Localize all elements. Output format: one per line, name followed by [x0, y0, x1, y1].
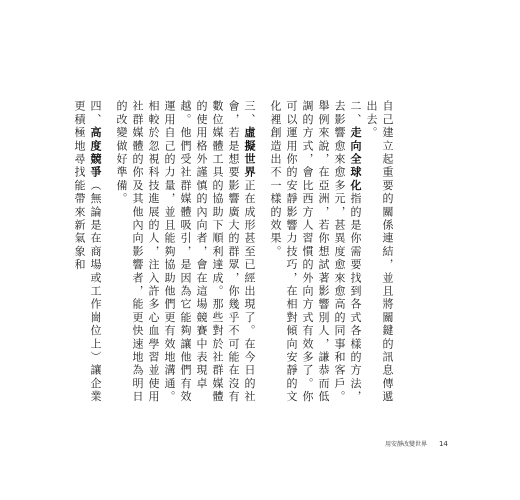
section-four-marker: 四、 [89, 100, 102, 127]
section-two-body: 指的是你需要找到各式各樣的方法，去影響愈來愈多元，甚異度愈來愈高的同事和客戶。舉例來說，在亞洲，若你想試著影響別人，謙恭而低調的方式，會比西方人習慣的外向方式有效多了。你可以運用你的安靜影響力技巧，在相對傾向安靜的文化裡創造出不一樣的效果。 [269, 100, 362, 404]
section-four-heading: 高度競爭 [89, 126, 102, 180]
continuation-text: 自己建立起重要的關係連結，並且將關鍵的訊息傳遞出去。 [365, 100, 394, 404]
page-number: 14 [438, 440, 448, 448]
section-two-heading: 走向全球化 [349, 126, 362, 193]
section-three-marker: 三、 [243, 100, 256, 127]
page-footer [385, 438, 448, 450]
section-four-body: （無論是在商場或工作崗位上）讓企業更積極地尋找能帶來新氣象和 [73, 100, 102, 404]
section-four [71, 100, 103, 410]
section-three-body: 正在成形甚至已經出現了。在今日的社會，若是想要影響廣大的群眾，你幾乎不可能在沒有數位媒體工具的協助下順利達成。那些對於社群媒體的使用格外謹慎的內向者，會在這場競賽中表現卓越。他們受社群媒體吸引，是因為它能夠讓他們有效運用自己的力量，並且能夠協助他們更有效地溝通。相較於忽視科技進展的人，注入許多心血學習並使用社群媒體的你及其他內向影響者，能更快速地為明日的改變做好準備。 [115, 100, 256, 404]
section-three [113, 100, 257, 410]
section-three-heading: 虛擬世界 [243, 126, 256, 180]
section-two-marker: 二、 [349, 100, 362, 127]
running-title: 用安靜改變世界 [385, 441, 428, 448]
section-two [267, 100, 363, 410]
vertical-text-block [73, 100, 395, 410]
continuation-paragraph [363, 100, 395, 410]
